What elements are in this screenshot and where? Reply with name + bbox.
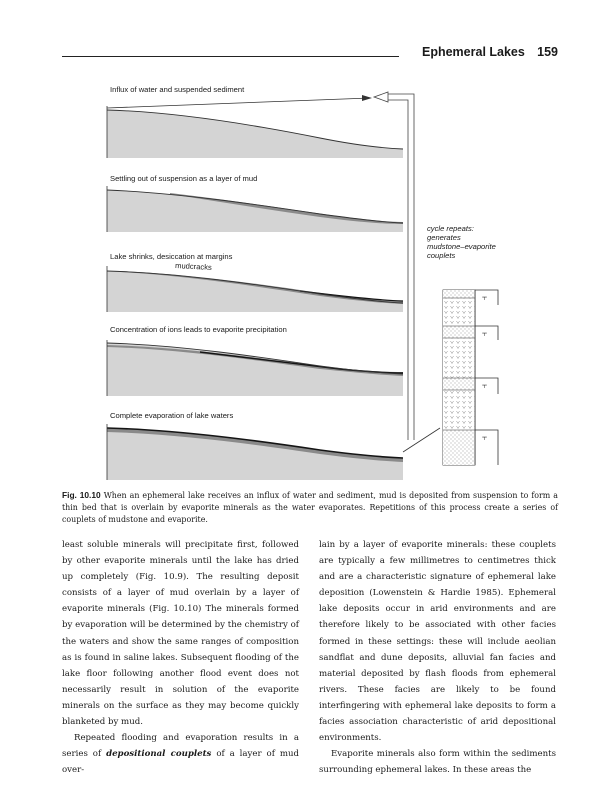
panel-5-label: Complete evaporation of lake waters	[110, 411, 234, 420]
caption-label: Fig. 10.10	[62, 490, 101, 500]
left-paragraph-1: least soluble minerals will precipitate first, followed by other evaporite minerals until the lake has dried up completely (Fig. 10.9). The resulting deposit consists of a layer of mud overlain by a layer of evaporite minerals (Fig. 10.10) The minerals formed by evaporation will be determined by the chemistry of the waters and show the same ranges of composition as is found in saline lakes. Subsequent flooding of the lake floor following another flood event does not necessarily result in solution of the evaporite minerals on the surface as they may become quickly blanketed by mud.	[62, 540, 299, 728]
caption-text: When an ephemeral lake receives an influx of water and sediment, mud is deposited from suspension to form a thin bed that is overlain by evaporite minerals as the water evaporates. Repetitions of this process create a series of couplets of mudstone and evaporite.	[62, 491, 558, 525]
svg-text:⫟: ⫟	[482, 433, 488, 443]
cycle-note-line-4: couplets	[427, 251, 456, 260]
log-pointer-line	[403, 428, 440, 452]
influx-arrow-head	[362, 95, 372, 101]
svg-text:⫟: ⫟	[482, 381, 488, 391]
svg-text:⫟: ⫟	[482, 329, 488, 339]
couplet-log	[443, 290, 498, 465]
mudcracks-annotation: mudcracks	[174, 261, 213, 272]
running-title: Ephemeral Lakes	[422, 45, 525, 59]
panel-3-section	[107, 266, 403, 312]
page-number: 159	[537, 45, 558, 59]
cycle-note-line-3: mudstone–evaporite	[427, 242, 496, 251]
panel-5-section	[107, 424, 403, 480]
influx-arrow-line	[107, 98, 370, 108]
left-column	[62, 537, 299, 778]
panel-2-section	[107, 186, 403, 232]
svg-text:⫟: ⫟	[482, 293, 488, 303]
panel-1-label: Influx of water and suspended sediment	[110, 85, 245, 94]
panel-4-label: Concentration of ions leads to evaporite precipitation	[110, 325, 287, 334]
left-paragraph-2-start: Repeated flooding and evaporation results in a series of	[62, 733, 299, 760]
right-column	[319, 537, 556, 778]
panel-2-label: Settling out of suspension as a layer of mud	[110, 174, 258, 183]
figure-caption	[62, 489, 558, 526]
left-paragraph-2-end: of a layer of mud over-	[62, 749, 300, 776]
cycle-note-line-1: cycle repeats:	[427, 224, 474, 233]
depositional-couplets-term: depositional couplets	[106, 749, 212, 760]
cycle-note-line-2: generates	[427, 233, 461, 242]
panel-4-section	[107, 340, 403, 396]
panel-3-label: Lake shrinks, desiccation at margins	[110, 252, 233, 261]
right-paragraph-2: Evaporite minerals also form within the sediments surrounding ephemeral lakes. In these areas the	[319, 749, 556, 776]
right-paragraph-1: lain by a layer of evaporite minerals: these couplets are typically a few millimetres to centimetres thick and are a characteristic signature of ephemeral lake deposition (Lowenstein & Hardie 1985). Ephemeral lake deposits occur in arid environments and are therefore likely to be associated with other facies formed in these settings: these will include aeolian sandflat and dune deposits, alluvial fan facies and material deposited by flash floods from ephemeral rivers. These facies are likely to be found interfingering with ephemeral lake deposits to form a facies association characteristic of arid depositional environments.	[319, 540, 556, 744]
left-paragraph-2	[62, 730, 299, 778]
panel-1-section	[107, 106, 403, 158]
